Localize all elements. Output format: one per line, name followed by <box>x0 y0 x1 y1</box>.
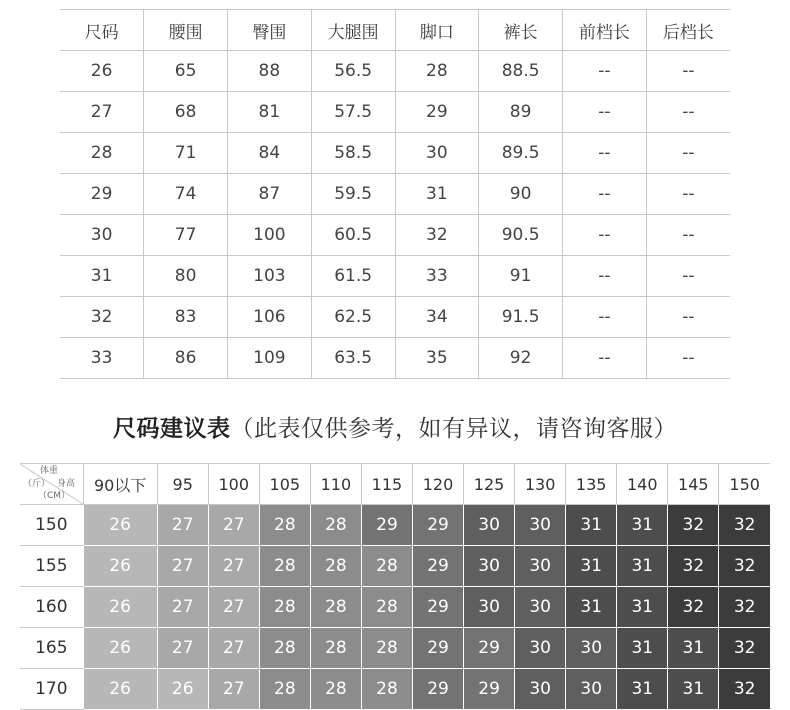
recommended-size-cell: 26 <box>83 669 157 710</box>
size-cell: -- <box>646 297 730 338</box>
size-cell: 29 <box>395 92 479 133</box>
recommended-size-cell: 30 <box>515 587 566 628</box>
recommended-size-cell: 28 <box>310 628 361 669</box>
size-cell: -- <box>563 297 647 338</box>
weight-header-cell: 125 <box>464 464 515 505</box>
recommended-size-cell: 28 <box>259 628 310 669</box>
recommended-size-cell: 29 <box>412 587 463 628</box>
size-chart-header-row <box>60 10 730 51</box>
recommended-size-cell: 30 <box>515 628 566 669</box>
size-cell: 35 <box>395 338 479 379</box>
recommendation-title <box>0 410 790 443</box>
size-cell: 32 <box>60 297 144 338</box>
size-cell: 30 <box>60 215 144 256</box>
recommendation-row <box>20 587 770 628</box>
height-label-cell: 160 <box>20 587 83 628</box>
size-cell: -- <box>563 51 647 92</box>
recommended-size-cell: 26 <box>83 505 157 546</box>
weight-header-cell: 135 <box>566 464 617 505</box>
weight-header-cell: 90以下 <box>83 464 157 505</box>
size-header-cell: 臀围 <box>228 10 312 51</box>
recommended-size-cell: 28 <box>259 587 310 628</box>
weight-header-cell: 150 <box>719 464 770 505</box>
recommended-size-cell: 27 <box>157 546 208 587</box>
size-row <box>60 51 730 92</box>
recommended-size-cell: 26 <box>157 669 208 710</box>
size-cell: -- <box>646 133 730 174</box>
recommended-size-cell: 32 <box>719 505 770 546</box>
size-cell: 31 <box>395 174 479 215</box>
size-cell: 58.5 <box>311 133 395 174</box>
recommended-size-cell: 28 <box>361 669 412 710</box>
recommended-size-cell: 29 <box>412 505 463 546</box>
recommended-size-cell: 29 <box>412 546 463 587</box>
weight-header-cell: 115 <box>361 464 412 505</box>
recommended-size-cell: 26 <box>83 546 157 587</box>
corner-height-unit: （CM） <box>38 491 71 501</box>
size-cell: 30 <box>395 133 479 174</box>
weight-header-cell: 130 <box>515 464 566 505</box>
size-cell: 68 <box>144 92 228 133</box>
recommended-size-cell: 27 <box>208 628 259 669</box>
size-cell: 63.5 <box>311 338 395 379</box>
recommendation-row <box>20 505 770 546</box>
recommended-size-cell: 31 <box>566 587 617 628</box>
size-cell: -- <box>563 92 647 133</box>
recommended-size-cell: 26 <box>83 587 157 628</box>
size-cell: 91 <box>479 256 563 297</box>
recommended-size-cell: 28 <box>310 505 361 546</box>
recommended-size-cell: 28 <box>310 669 361 710</box>
size-cell: 80 <box>144 256 228 297</box>
size-recommendation-table <box>20 463 770 710</box>
recommended-size-cell: 27 <box>208 505 259 546</box>
size-cell: 88 <box>228 51 312 92</box>
recommended-size-cell: 31 <box>668 628 719 669</box>
recommendation-title-note: （此表仅供参考，如有异议，请咨询客服） <box>230 416 677 442</box>
size-cell: 84 <box>228 133 312 174</box>
size-header-cell: 裤长 <box>479 10 563 51</box>
size-cell: -- <box>646 256 730 297</box>
size-cell: 92 <box>479 338 563 379</box>
height-label-cell: 155 <box>20 546 83 587</box>
size-cell: 34 <box>395 297 479 338</box>
size-row <box>60 256 730 297</box>
size-cell: 83 <box>144 297 228 338</box>
size-cell: 26 <box>60 51 144 92</box>
size-cell: 106 <box>228 297 312 338</box>
size-cell: 60.5 <box>311 215 395 256</box>
size-cell: -- <box>646 338 730 379</box>
height-label-cell: 150 <box>20 505 83 546</box>
size-cell: 71 <box>144 133 228 174</box>
recommended-size-cell: 28 <box>310 587 361 628</box>
size-row <box>60 92 730 133</box>
recommendation-row <box>20 546 770 587</box>
recommended-size-cell: 29 <box>412 669 463 710</box>
recommended-size-cell: 31 <box>566 546 617 587</box>
recommended-size-cell: 29 <box>412 628 463 669</box>
size-cell: 77 <box>144 215 228 256</box>
size-cell: 65 <box>144 51 228 92</box>
height-label-cell: 165 <box>20 628 83 669</box>
recommended-size-cell: 27 <box>157 628 208 669</box>
recommended-size-cell: 30 <box>464 587 515 628</box>
weight-header-cell: 95 <box>157 464 208 505</box>
recommended-size-cell: 31 <box>566 505 617 546</box>
recommended-size-cell: 28 <box>361 628 412 669</box>
recommended-size-cell: 31 <box>617 628 668 669</box>
recommended-size-cell: 27 <box>208 587 259 628</box>
recommended-size-cell: 31 <box>617 587 668 628</box>
size-row <box>60 215 730 256</box>
recommended-size-cell: 29 <box>464 628 515 669</box>
size-cell: 61.5 <box>311 256 395 297</box>
size-cell: 28 <box>395 51 479 92</box>
size-cell: 88.5 <box>479 51 563 92</box>
recommended-size-cell: 26 <box>83 628 157 669</box>
size-chart-body <box>60 51 730 379</box>
corner-weight-unit: （斤） <box>23 479 51 489</box>
recommended-size-cell: 27 <box>208 669 259 710</box>
recommended-size-cell: 27 <box>157 505 208 546</box>
corner-header-cell <box>20 464 83 505</box>
size-cell: -- <box>563 338 647 379</box>
recommended-size-cell: 27 <box>157 587 208 628</box>
size-cell: 31 <box>60 256 144 297</box>
size-cell: 56.5 <box>311 51 395 92</box>
weight-header-cell: 120 <box>412 464 463 505</box>
weight-header-cell: 110 <box>310 464 361 505</box>
recommended-size-cell: 30 <box>566 669 617 710</box>
size-cell: 29 <box>60 174 144 215</box>
size-cell: -- <box>563 215 647 256</box>
weight-header-cell: 105 <box>259 464 310 505</box>
weight-header-cell: 140 <box>617 464 668 505</box>
recommended-size-cell: 27 <box>208 546 259 587</box>
size-header-cell: 腰围 <box>144 10 228 51</box>
recommended-size-cell: 30 <box>566 628 617 669</box>
size-cell: 81 <box>228 92 312 133</box>
recommended-size-cell: 28 <box>361 546 412 587</box>
size-cell: 28 <box>60 133 144 174</box>
size-cell: 32 <box>395 215 479 256</box>
recommended-size-cell: 31 <box>617 546 668 587</box>
recommended-size-cell: 28 <box>259 546 310 587</box>
corner-weight-label: 体重 <box>40 466 59 476</box>
size-cell: 89.5 <box>479 133 563 174</box>
size-cell: 90 <box>479 174 563 215</box>
recommended-size-cell: 30 <box>464 505 515 546</box>
size-cell: 57.5 <box>311 92 395 133</box>
size-cell: 109 <box>228 338 312 379</box>
size-cell: 91.5 <box>479 297 563 338</box>
recommended-size-cell: 30 <box>515 546 566 587</box>
recommendation-body <box>20 505 770 710</box>
weight-header-cell: 100 <box>208 464 259 505</box>
size-cell: 90.5 <box>479 215 563 256</box>
size-cell: 27 <box>60 92 144 133</box>
weight-header-cell: 145 <box>668 464 719 505</box>
size-header-cell: 脚口 <box>395 10 479 51</box>
size-cell: 100 <box>228 215 312 256</box>
size-cell: 103 <box>228 256 312 297</box>
size-row <box>60 133 730 174</box>
size-row <box>60 174 730 215</box>
recommended-size-cell: 32 <box>719 628 770 669</box>
recommended-size-cell: 28 <box>259 505 310 546</box>
size-cell: -- <box>563 133 647 174</box>
corner-height-label: 身高 <box>57 479 76 489</box>
size-cell: 86 <box>144 338 228 379</box>
recommendation-row <box>20 669 770 710</box>
size-cell: -- <box>646 215 730 256</box>
size-header-cell: 后档长 <box>646 10 730 51</box>
recommended-size-cell: 28 <box>310 546 361 587</box>
recommended-size-cell: 32 <box>719 546 770 587</box>
recommended-size-cell: 32 <box>668 546 719 587</box>
recommended-size-cell: 32 <box>719 669 770 710</box>
size-chart-table <box>60 9 730 379</box>
recommended-size-cell: 29 <box>464 669 515 710</box>
size-cell: 59.5 <box>311 174 395 215</box>
size-cell: -- <box>563 174 647 215</box>
size-cell: -- <box>646 174 730 215</box>
size-cell: 87 <box>228 174 312 215</box>
size-header-cell: 尺码 <box>60 10 144 51</box>
recommended-size-cell: 32 <box>668 505 719 546</box>
size-cell: 33 <box>395 256 479 297</box>
recommended-size-cell: 31 <box>668 669 719 710</box>
size-header-cell: 大腿围 <box>311 10 395 51</box>
size-cell: 89 <box>479 92 563 133</box>
size-cell: 62.5 <box>311 297 395 338</box>
size-cell: 74 <box>144 174 228 215</box>
size-row <box>60 297 730 338</box>
recommendation-row <box>20 628 770 669</box>
height-label-cell: 170 <box>20 669 83 710</box>
size-cell: -- <box>563 256 647 297</box>
recommended-size-cell: 31 <box>617 669 668 710</box>
recommended-size-cell: 30 <box>515 669 566 710</box>
size-header-cell: 前档长 <box>563 10 647 51</box>
recommended-size-cell: 28 <box>259 669 310 710</box>
recommended-size-cell: 30 <box>515 505 566 546</box>
size-cell: -- <box>646 51 730 92</box>
recommended-size-cell: 28 <box>361 587 412 628</box>
recommendation-weight-header-row <box>20 464 770 505</box>
size-row <box>60 338 730 379</box>
recommended-size-cell: 31 <box>617 505 668 546</box>
recommended-size-cell: 32 <box>719 587 770 628</box>
size-cell: -- <box>646 92 730 133</box>
recommended-size-cell: 32 <box>668 587 719 628</box>
recommended-size-cell: 30 <box>464 546 515 587</box>
size-cell: 33 <box>60 338 144 379</box>
recommendation-title-main: 尺码建议表 <box>113 416 231 442</box>
recommended-size-cell: 29 <box>361 505 412 546</box>
